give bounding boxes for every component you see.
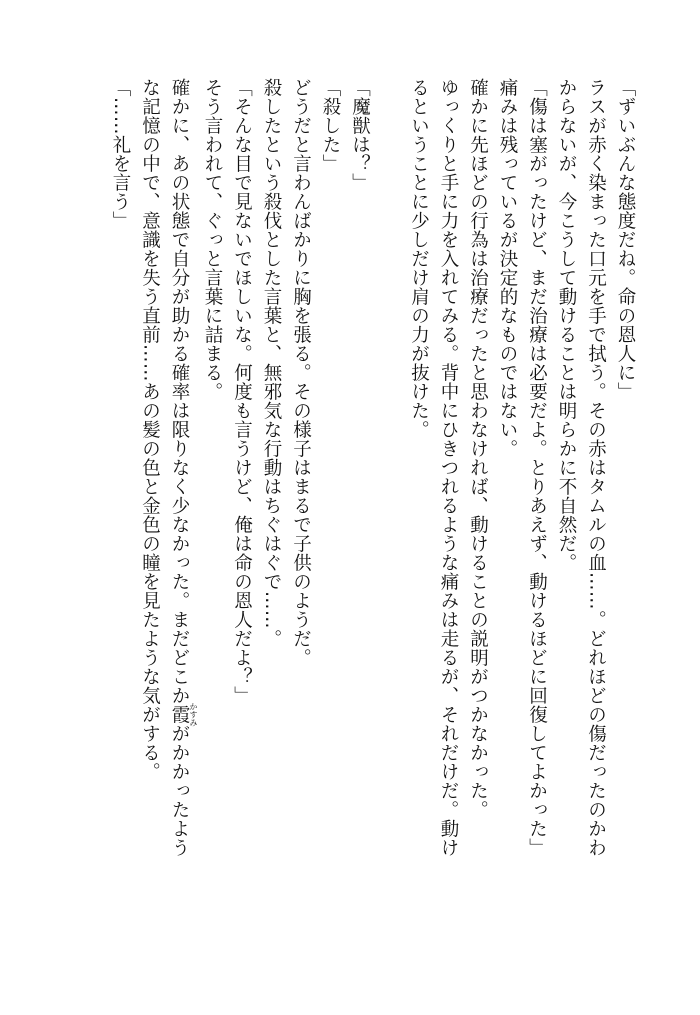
text-line: 「……礼を言う」 [110,78,131,230]
text-line: 「ずいぶんな態度だね。命の恩人に」 [615,78,636,401]
ruby-line-before: 確かに、あの状態で自分が助かる確率は限りなく少なかった。まだどこか [169,78,190,705]
text-line: 「そんな目で見ないでほしいな。何度も言うけど、俺は命の恩人だよ？」 [231,78,253,705]
text-line: からないが、今こうして動けることは明らかに不自然だ。 [556,78,577,572]
text-line: 「傷は塞がったけど、まだ治療は必要だよ。とりあえず、動けるほどに回復してよかった」 [526,78,548,857]
ruby-line-after: がかかったよう [169,724,190,857]
ruby-base: 霞 [169,702,190,727]
text-line: ゆっくりと手に力を入れてみる。背中にひきつれるような痛みは走るが、それだけだ。動け [438,78,459,857]
text-line-with-ruby [165,78,198,958]
text-line: そう言われて、ぐっと言葉に詰まる。 [202,78,223,401]
text-line: 殺したという殺伐とした言葉と、無邪気な行動はちぐはぐで……。 [261,78,282,648]
blank-line [375,78,405,958]
vertical-text-block [106,78,641,958]
text-line: るということに少しだけ肩の力が抜けた。 [408,78,430,439]
text-line: 「魔獣は？」 [349,78,371,192]
text-line: 痛みは残っているが決定的なものではない。 [497,78,518,458]
text-line: ラスが赤く染まった口元を手で拭う。その赤はタムルの血……。どれほどの傷だったのかわ [585,78,607,857]
text-line: 「殺した」 [320,78,341,173]
ruby-kasumi [169,702,198,727]
text-line: な記憶の中で、意識を失う直前……あの髪の色と金色の瞳を見たような気がする。 [139,78,161,781]
text-line: 確かに先ほどの行為は治療だったと思わなければ、動けることの説明がつかなかった。 [467,78,489,819]
ruby-reading: かすみ [189,702,198,727]
text-line: どうだと言わんばかりに胸を張る。その様子はまるで子供のようだ。 [290,78,312,667]
